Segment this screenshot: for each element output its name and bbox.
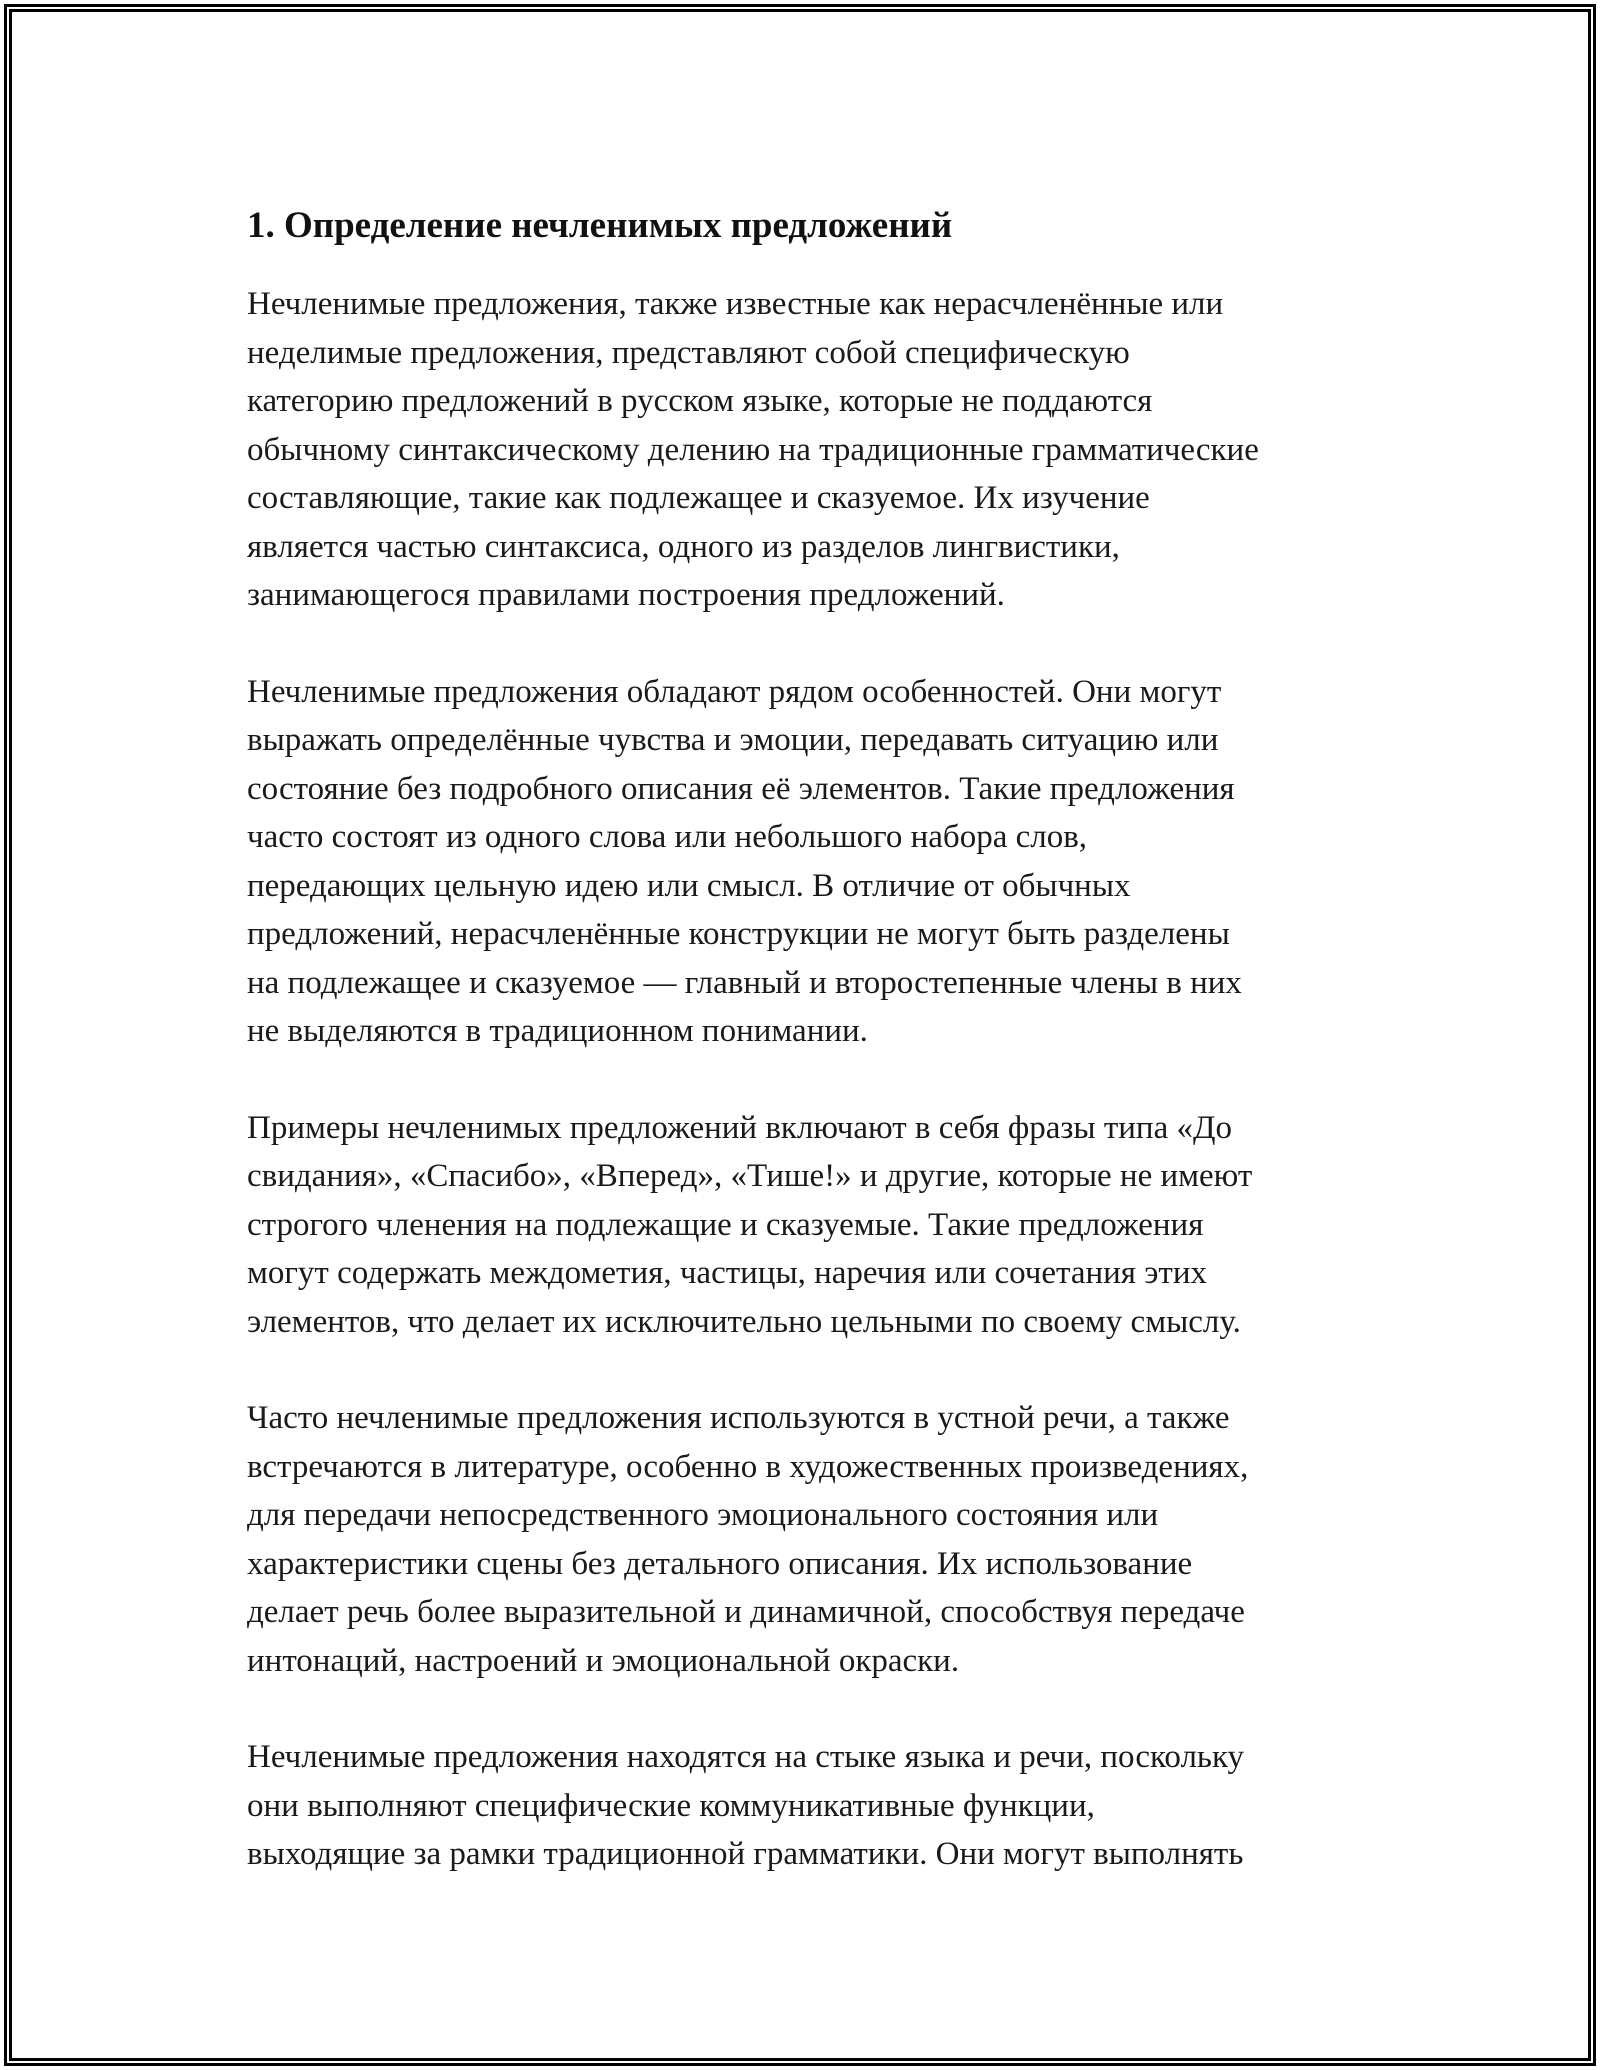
text-line: Нечленимые предложения, также известные как нерасчленённые или: [247, 286, 1224, 322]
text-line: характеристики сцены без детального описания. Их использование: [247, 1545, 1193, 1582]
text-line: обычному синтаксическому делению на традиционные грамматические: [247, 431, 1259, 468]
text-line: Нечленимые предложения находятся на стыке языка и речи, поскольку: [247, 1739, 1245, 1775]
paragraph-1: [247, 280, 1387, 620]
text-line: выражать определённые чувства и эмоции, передавать ситуацию или: [247, 722, 1219, 758]
text-line: элементов, что делает их исключительно цельными по своему смыслу.: [247, 1303, 1241, 1340]
text-line: занимающегося правилами построения предложений.: [247, 577, 1005, 613]
page-frame: [4, 4, 1596, 2066]
text-line: предложений, нерасчленённые конструкции не могут быть разделены: [247, 916, 1230, 952]
text-line: для передачи непосредственного эмоционального состояния или: [247, 1497, 1159, 1533]
text-line: состояние без подробного описания её элементов. Такие предложения: [247, 770, 1235, 807]
text-line: передающих цельную идею или смысл. В отличие от обычных: [247, 867, 1131, 904]
text-line: свидания», «Спасибо», «Вперед», «Тише!» и другие, которые не имеют: [247, 1158, 1253, 1194]
text-line: строгого членения на подлежащие и сказуемые. Такие предложения: [247, 1206, 1204, 1243]
text-line: делает речь более выразительной и динамичной, способствуя передаче: [247, 1594, 1245, 1630]
text-line: неделимые предложения, представляют собой специфическую: [247, 334, 1130, 371]
paragraph-2: [247, 668, 1387, 1056]
text-line: не выделяются в традиционном понимании.: [247, 1013, 868, 1049]
text-line: Примеры нечленимых предложений включают в себя фразы типа «До: [247, 1109, 1232, 1146]
text-line: могут содержать междометия, частицы, наречия или сочетания этих: [247, 1255, 1207, 1291]
document-body: [247, 200, 1387, 1879]
paragraph-3: [247, 1104, 1387, 1347]
paragraph-5: [247, 1733, 1387, 1879]
text-line: составляющие, такие как подлежащее и сказуемое. Их изучение: [247, 480, 1150, 516]
text-line: выходящие за рамки традиционной грамматики. Они могут выполнять: [247, 1836, 1244, 1872]
text-line: Нечленимые предложения обладают рядом особенностей. Они могут: [247, 673, 1222, 710]
text-line: они выполняют специфические коммуникативные функции,: [247, 1787, 1095, 1824]
paragraph-4: [247, 1394, 1387, 1685]
text-line: интонаций, настроений и эмоциональной окраски.: [247, 1642, 960, 1679]
text-line: на подлежащее и сказуемое — главный и второстепенные члены в них: [247, 964, 1242, 1001]
text-line: часто состоят из одного слова или небольшого набора слов,: [247, 819, 1088, 855]
text-line: категорию предложений в русском языке, которые не поддаются: [247, 383, 1153, 419]
text-line: встречаются в литературе, особенно в художественных произведениях,: [247, 1448, 1249, 1485]
text-line: Часто нечленимые предложения используются в устной речи, а также: [247, 1400, 1230, 1436]
text-line: является частью синтаксиса, одного из разделов лингвистики,: [247, 528, 1120, 565]
section-heading: 1. Определение нечленимых предложений: [247, 205, 953, 246]
